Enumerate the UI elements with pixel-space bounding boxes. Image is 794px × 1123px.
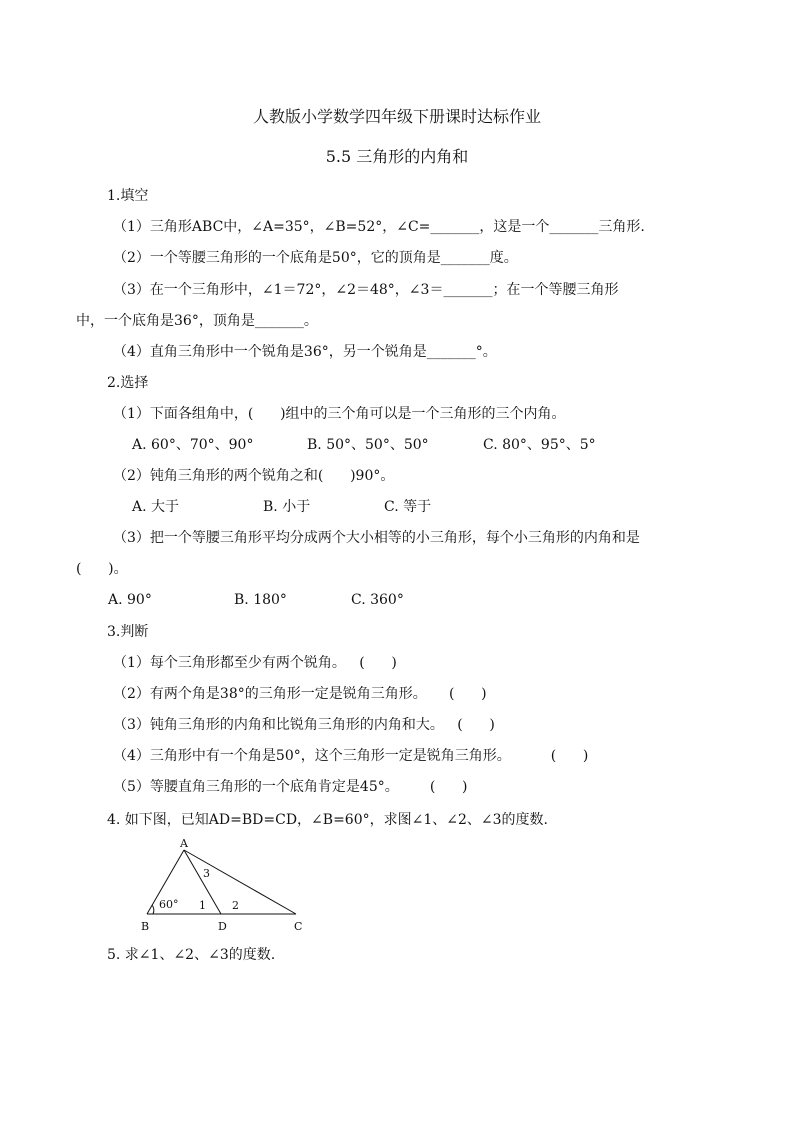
problem-5: 5. 求∠1、∠2、∠3的度数.	[107, 947, 276, 963]
choice-q3-line2: ( )。	[76, 561, 128, 577]
choice-q2: （2）钝角三角形的两个锐角之和( )90°。	[113, 468, 395, 484]
choice-q2-option-a: A. 大于	[132, 499, 180, 515]
problem-4: 4. 如下图，已知AD=BD=CD，∠B=60°，求图∠1、∠2、∠3的度数.	[107, 812, 548, 828]
page-title: 人教版小学数学四年级下册课时达标作业	[252, 107, 541, 126]
judge-q5: （5）等腰直角三角形的一个底角肯定是45°。 ( )	[113, 779, 468, 795]
fill-blank-q3-line1: （3）在一个三角形中，∠1＝72°，∠2＝48°，∠3＝_______；在一个等腰三角形	[113, 282, 619, 298]
choice-q3-option-a: A. 90°	[108, 592, 152, 608]
fill-blank-q2: （2）一个等腰三角形的一个底角是50°，它的顶角是_______度。	[113, 250, 518, 266]
vertex-label-c: C	[294, 920, 303, 933]
vertex-label-a: A	[180, 837, 188, 850]
choice-q1-option-a: A. 60°、70°、90°	[132, 437, 254, 453]
section-choice-heading: 2.选择	[107, 375, 149, 391]
page-subtitle: 5.5 三角形的内角和	[325, 147, 469, 166]
fill-blank-q1: （1）三角形ABC中，∠A=35°，∠B=52°，∠C=_______，这是一个_______三角形.	[113, 219, 645, 235]
judge-q1: （1）每个三角形都至少有两个锐角。 ( )	[113, 655, 397, 671]
judge-q3: （3）钝角三角形的内角和比锐角三角形的内角和大。 ( )	[113, 717, 495, 733]
choice-q2-option-c: C. 等于	[384, 499, 432, 515]
judge-q4: （4）三角形中有一个角是50°，这个三角形一定是锐角三角形。 ( )	[113, 748, 589, 764]
judge-q2: （2）有两个角是38°的三角形一定是锐角三角形。 ( )	[113, 686, 487, 702]
vertex-label-d: D	[218, 920, 227, 933]
choice-q3-option-c: C. 360°	[351, 592, 404, 608]
choice-q1-option-b: B. 50°、50°、50°	[307, 437, 429, 453]
choice-q1-option-c: C. 80°、95°、5°	[483, 437, 596, 453]
angle-b-label: 60°	[159, 898, 179, 911]
choice-q3-line1: （3）把一个等腰三角形平均分成两个大小相等的小三角形，每个小三角形的内角和是	[113, 530, 640, 546]
choice-q1: （1）下面各组角中，( )组中的三个角可以是一个三角形的三个内角。	[113, 406, 566, 422]
fill-blank-q3-line2: 中，一个底角是36°，顶角是_______。	[76, 313, 318, 329]
section-fill-blank-heading: 1.填空	[107, 188, 149, 204]
angle-3-label: 3	[203, 867, 210, 880]
choice-q2-option-b: B. 小于	[263, 499, 311, 515]
choice-q3-option-b: B. 180°	[234, 592, 287, 608]
vertex-label-b: B	[141, 920, 150, 933]
angle-1-label: 1	[199, 899, 206, 912]
triangle-figure	[130, 836, 320, 940]
section-judge-heading: 3.判断	[107, 624, 149, 640]
angle-b-arc	[152, 905, 154, 914]
fill-blank-q4: （4）直角三角形中一个锐角是36°，另一个锐角是_______°。	[113, 344, 497, 360]
angle-2-label: 2	[232, 899, 239, 912]
